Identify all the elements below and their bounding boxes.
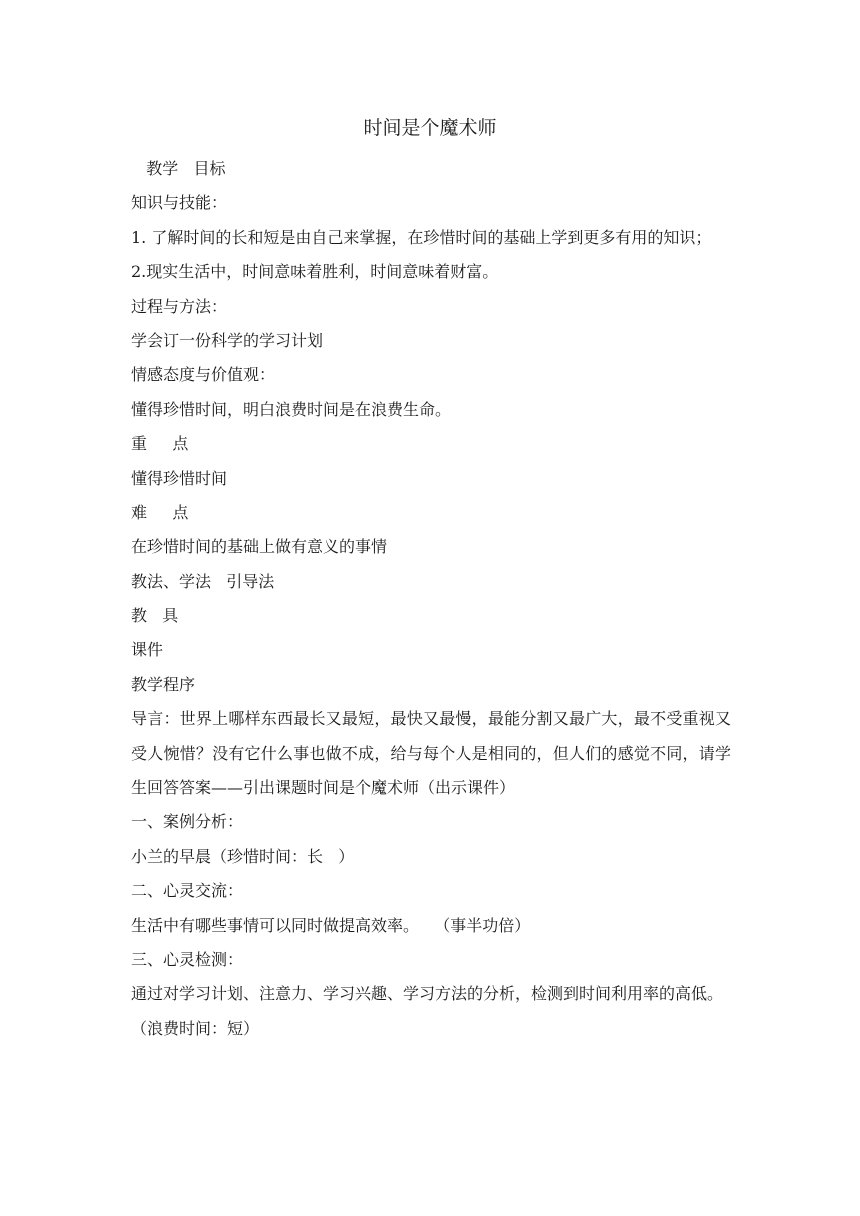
section-heading-heart-exchange: 二、心灵交流： (131, 881, 244, 901)
section-heading-key-point: 重 点 (131, 434, 189, 454)
introduction-paragraph: 导言：世界上哪样东西最长又最短，最快又最慢，最能分割又最广大，最不受重视又受人惋惜？没有它什么事也做不成，给与每个人是相同的，但人们的感觉不同，请学生回答答案——引出课题时间是个魔术师（出示课件） (131, 709, 731, 798)
section-heading-heart-test: 三、心灵检测： (131, 950, 244, 970)
process-method-text: 学会订一份科学的学习计划 (131, 330, 324, 350)
document-title: 时间是个魔术师 (363, 117, 497, 139)
section-heading-tools: 教 具 (131, 606, 179, 626)
tools-text: 课件 (131, 640, 164, 660)
heart-test-paragraph: 通过对学习计划、注意力、学习兴趣、学习方法的分析，检测到时间利用率的高低。 (131, 984, 724, 1004)
attitude-values-text: 懂得珍惜时间，明白浪费时间是在浪费生命。 (131, 399, 452, 419)
goal-item-1: 1. 了解时间的长和短是由自己来掌握，在珍惜时间的基础上学到更多有用的知识； (131, 227, 712, 247)
section-heading-attitude-values: 情感态度与价值观： (131, 365, 276, 385)
goal-item-2: 2.现实生活中，时间意味着胜利，时间意味着财富。 (131, 262, 499, 282)
section-heading-teaching-goals: 教学 目标 (131, 159, 226, 178)
section-heading-knowledge-skills: 知识与技能： (131, 193, 228, 213)
section-heading-difficulty: 难 点 (131, 502, 189, 522)
key-point-text: 懂得珍惜时间 (131, 468, 228, 488)
teaching-method-line: 教法、学法 引导法 (131, 571, 275, 591)
section-heading-process-method: 过程与方法： (131, 296, 228, 316)
heart-test-note: （浪费时间：短） (131, 1018, 260, 1038)
difficulty-text: 在珍惜时间的基础上做有意义的事情 (131, 537, 388, 557)
section-heading-procedure: 教学程序 (131, 674, 196, 694)
document-body (131, 152, 731, 1046)
heart-exchange-text: 生活中有哪些事情可以同时做提高效率。 （事半功倍） (131, 915, 531, 935)
case-analysis-text: 小兰的早晨（珍惜时间：长 ） (131, 846, 355, 866)
section-heading-case-analysis: 一、案例分析： (131, 812, 244, 832)
